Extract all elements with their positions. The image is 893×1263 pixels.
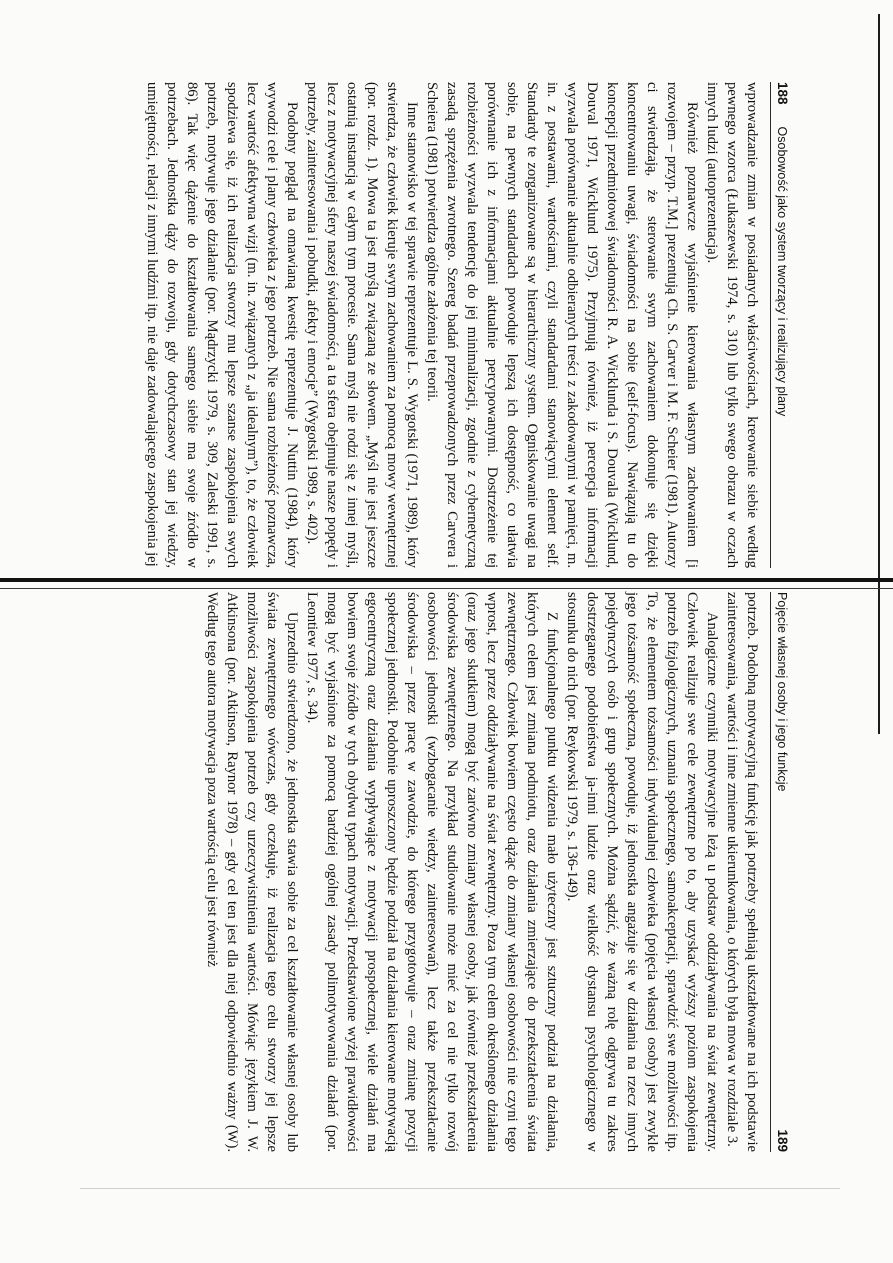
- paragraph: potrzeb. Podobną motywacyjną funkcję jak potrzeby spełniają ukształtowane na ich podstawie zainteresowania, wartości i inne zmienne ukierunkowania, o których była mowa w rozdziale 3.: [724, 592, 760, 1152]
- right-page-number: 189: [775, 1129, 790, 1152]
- right-running-title: Pojęcie własnej osoby i jego funkcje: [775, 592, 789, 792]
- book-spine-shadow: [0, 578, 893, 582]
- left-running-head: [770, 82, 790, 568]
- right-running-head: [770, 592, 790, 1152]
- paragraph: Podobny pogląd na omawianą kwestię reprezentuje J. Nuttin (1984), który wywodzi cele i plany człowieka z jego potrzeb. Nie sama rozbieżność poznawcza, lecz wartość afektywna wizji (m. in. związanych z „ja idealnym”), to, że człowiek spodziewa się, iż ich realizacja stworzy mu lepsze szanse zaspokojenia swych potrzeb, motywuje jego działanie (por. Mądrzycki 1979, s. 309, Zaleski 1991, s. 86). Tak więc dążenie do kształtowania samego siebie ma swoje źródło w potrzebach. Jednostka dąży do rozwoju, gdy dotychczasowy stan jej wiedzy, umiejętności, relacji z innymi ludźmi itp. nie daje zadowalającego zaspokojenia jej: [144, 82, 300, 568]
- paragraph: Inne stanowisko w tej sprawie reprezentuje L. S. Wygotski (1971, 1989), który stwierdza, że człowiek kieruje swym zachowaniem za pomocą mowy wewnętrznej (por. rozdz. 1). Mowa ta jest myślą związaną ze słowem. „Myśl nie jest jeszcze ostatnią instancją w całym tym procesie. Sama myśl nie rodzi się z innej myśli, lecz z motywacyjnej sfery naszej świadomości, a ta sfera obejmuje nasze popędy i potrzeby, zainteresowania i pobudki, afekty i emocje” (Wygotski 1989, s. 402).: [304, 82, 420, 568]
- book-spine-line: [0, 588, 893, 589]
- right-body-text: [202, 592, 762, 1152]
- paragraph: Z funkcjonalnego punktu widzenia mało użyteczny jest sztuczny podział na działania, których celem jest zmiana podmiotu, oraz działania zmierzające do przekształcenia świata zewnętrznego. Człowiek bowiem często dążąc do zmiany własnej osobowości nie czyni tego wprost, lecz przez oddziaływanie na świat zewnętrzny. Poza tym celem określonego działania (oraz jego skutkiem) mogą być zarówno zmiany własnej osoby, jak również przekształcenia środowiska zewnętrznego. Na przykład studiowanie może mieć za cel nie tylko rozwój osobowości jednostki (wzbogacanie wiedzy, zainteresowań), lecz także przekształcanie środowiska – przez pracę w zawodzie, do którego przygotowuje – oraz zmianę pozycji społecznej jednostki. Podobnie uproszczony będzie podział na działania kierowane motywacją egocentryczną oraz działania wypływające z motywacji prospołecznej, wiele działań ma bowiem swoje źródło w tych obydwu typach motywacji. Przedstawione wyżej prawidłowości mogą być wyjaśnione za pomocą bardziej ogólnej zasady polimotywowania działań (por. Leontiew 1977, s. 34).: [304, 592, 560, 1152]
- paragraph: Analogiczne czynniki motywacyjne leżą u podstaw oddziaływania na świat zewnętrzny. Człowiek realizuje swe cele zewnętrzne po to, aby uzyskać wyższy poziom zaspokojenia potrzeb fizjologicznych, uznania społecznego, samoakceptacji, sprawdzić swe możliwości itp. To, że elementem tożsamości indywidualnej człowieka (pojęcia własnej osoby) jest zwykle jego tożsamość społeczna, powoduje, iż jednostka angażuje się w działania na rzecz innych pojedynczych osób i grup społecznych. Można sądzić, że ważną rolę odgrywa tu zakres dostrzeganego podobieństwa ja-inni ludzie oraz wielkość dystansu psychologicznego w stosunku do nich (por. Reykowski 1979, s. 136-149).: [564, 592, 720, 1152]
- left-body-text: [142, 82, 762, 568]
- scan-border-line: [80, 1188, 840, 1189]
- left-page-number: 188: [775, 82, 790, 105]
- paragraph: Również poznawcze wyjaśnienie kierowania własnym zachowaniem [i rozwojem – przyp. T.M.] prezentują Ch. S. Carver i M. F. Scheier (1981). Autorzy ci stwierdzają, że sterowanie swym zachowaniem dokonuje się dzięki koncentrowaniu uwagi, świadomości na sobie (self-focus). Nawiązują tu do koncepcji przedmiotowej świadomości R. A. Wicklunda i S. Douvala (Wicklund, Douval 1971, Wicklund 1975). Przyjmują również, iż percepcja informacji wyzwala porównanie aktualnie odbieranych treści z zakodowanymi w pamięci, m. in. z postawami, wartościami, czyli standardami stanowiącymi element self. Standardy te zorganizowane są w hierarchiczny system. Ogniskowanie uwagi na sobie, na pewnych standardach powoduje lepszą ich dostępność, co ułatwia porównanie ich z informacjami aktualnie percypowanymi. Dostrzeżenie tej rozbieżności wyzwala tendencję do jej minimalizacji, zgodnie z cybernetyczną zasadą sprzężenia zwrotnego. Szereg badań przeprowadzonych przez Carvera i Scheiera (1981) potwierdza ogólne założenia tej teorii.: [424, 82, 700, 568]
- paragraph: wprowadzanie zmian w posiadanych właściwościach, kreowanie siebie według pewnego wzorca (Łukaszewski 1974, s. 310) lub tylko swego obrazu w oczach innych ludzi (autoprezentacja).: [704, 82, 760, 568]
- paragraph: Uprzednio stwierdzono, że jednostka stawia sobie za cel kształtowanie własnej osoby lub świata zewnętrznego wówczas, gdy oczekuje, iż realizacja tego celu stworzy jej lepsze możliwości zaspokojenia potrzeb czy urzeczywistnienia wartości. Mówiąc językiem J. W. Atkinsona (por. Atkinson, Raynor 1978) – gdy cel ten jest dla niej odpowiednio ważny (W). Według tego autora motywacja poza wartością celu jest również: [204, 592, 300, 1152]
- scan-edge-line: [878, 14, 880, 734]
- left-page: [56, 82, 790, 568]
- left-running-title: Osobowość jako system tworzący i realizujący plany: [775, 126, 789, 417]
- right-page: [56, 592, 790, 1152]
